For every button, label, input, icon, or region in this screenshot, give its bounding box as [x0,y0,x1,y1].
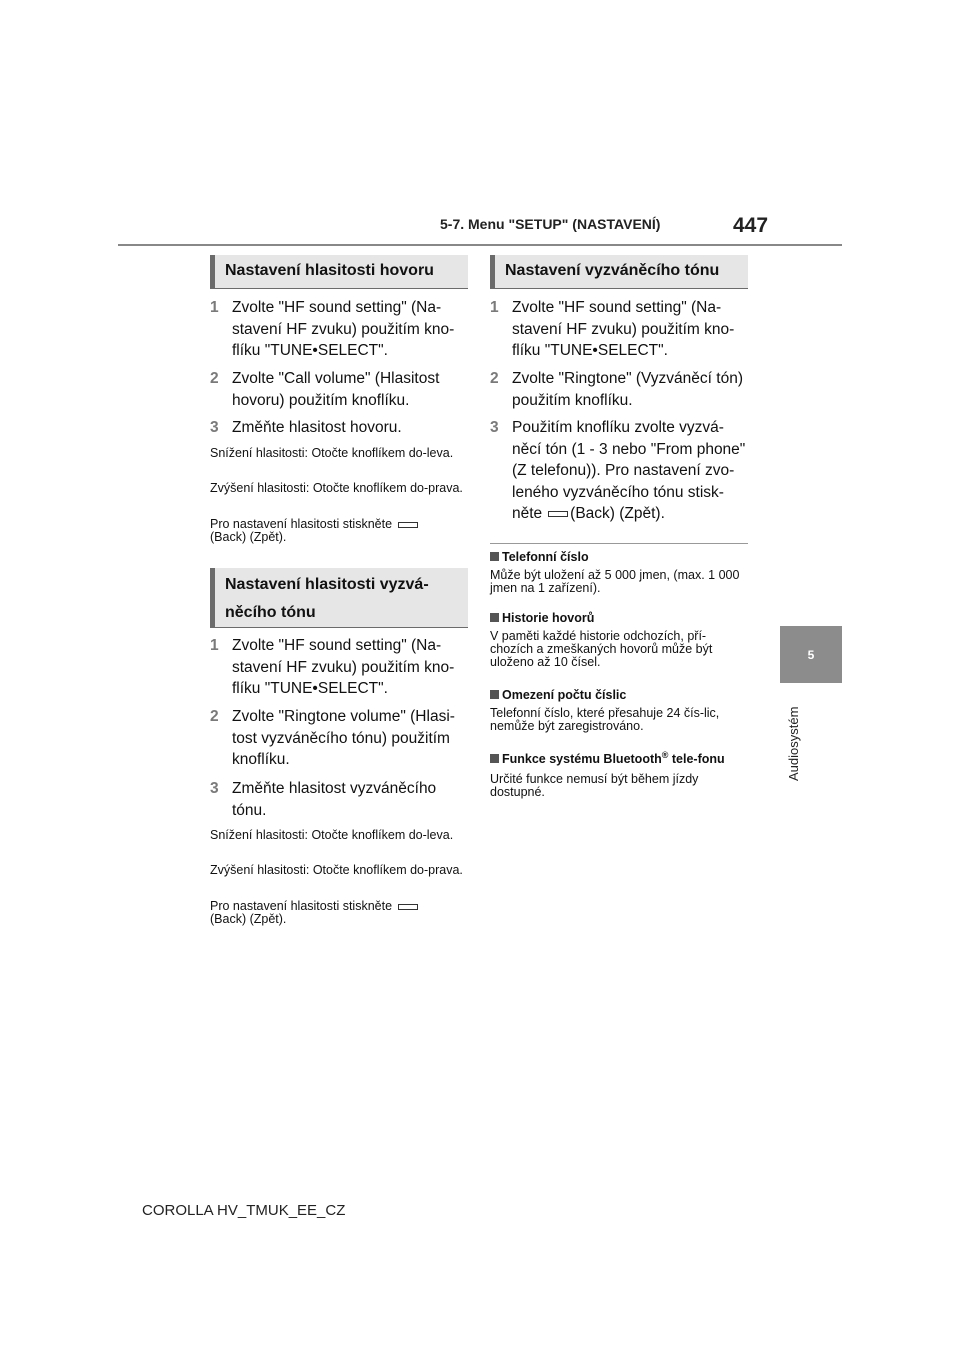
section-title-ringtone: Nastavení vyzváněcího tónu [490,255,748,289]
bullet-square-icon [490,754,499,763]
note-decrease: Snížení hlasitosti: Otočte knoflíkem do-leva. [210,446,454,460]
header-divider [118,244,842,246]
info-telephone-number: Telefonní číslo Může být uložení až 5 000 jmen, (max. 1 000 jmen na 1 zařízení). [490,550,740,595]
step-2: 2 Zvolte "Ringtone volume" (Hlasi-tost vyzváněcího tónu) použitím knoflíku. [210,708,455,768]
note-back: Pro nastavení hlasitosti stiskněte (Back) (Zpět). [210,518,468,544]
info-bluetooth-functions: Funkce systému Bluetooth® tele-fonu Určité funkce nemusí být během jízdy dostupné. [490,750,725,800]
section-header-title: 5-7. Menu "SETUP" (NASTAVENÍ) [440,216,661,232]
bullet-square-icon [490,613,499,622]
step-2: 2 Zvolte "Ringtone" (Vyzváněcí tón) použitím knoflíku. [490,370,743,409]
note-increase: Zvýšení hlasitosti: Otočte knoflíkem do-prava. [210,863,463,877]
bullet-square-icon [490,690,499,699]
step-1: 1 Zvolte "HF sound setting" (Na-stavení HF zvuku) použitím kno-flíku "TUNE•SELECT". [490,299,735,359]
info-call-history: Historie hovorů V paměti každé historie odchozích, pří-chozích a zmeškaných hovorů může být uloženo až 10 čísel. [490,611,713,669]
note-decrease: Snížení hlasitosti: Otočte knoflíkem do-leva. [210,828,454,842]
step-3: 3 Změňte hlasitost hovoru. [210,419,402,436]
bullet-square-icon [490,552,499,561]
page-number: 447 [733,214,769,237]
chapter-tab [780,626,842,683]
info-digit-limit: Omezení počtu číslic Telefonní číslo, které přesahuje 24 čís-lic, nemůže být zaregistrováno. [490,688,720,733]
section-title-call-volume: Nastavení hlasitosti hovoru [210,255,468,289]
step-1: 1 Zvolte "HF sound setting" (Na-stavení HF zvuku) použitím kno-flíku "TUNE•SELECT". [210,299,455,359]
back-button-icon [398,522,418,528]
back-button-icon [398,904,418,910]
info-divider [490,543,748,544]
step-1: 1 Zvolte "HF sound setting" (Na-stavení HF zvuku) použitím kno-flíku "TUNE•SELECT". [210,637,455,697]
step-3: 3 Použitím knoflíku zvolte vyzvá-něcí tón (1 - 3 nebo "From phone" (Z telefonu)). Pro nastavení zvo-leného vyzváněcího tónu stisk-něte (Back) (Zpět). [490,419,746,522]
section-title-ringtone-volume: Nastavení hlasitosti vyzvá- něcího tónu [210,568,468,628]
chapter-label: Audiosystém [786,706,801,781]
back-button-icon [548,511,568,517]
document-code: COROLLA HV_TMUK_EE_CZ [142,1202,346,1219]
note-back: Pro nastavení hlasitosti stiskněte (Back) (Zpět). [210,900,468,926]
chapter-number: 5 [807,647,815,662]
step-3: 3 Změňte hlasitost vyzváněcího tónu. [210,780,437,819]
step-2: 2 Zvolte "Call volume" (Hlasitost hovoru) použitím knoflíku. [210,370,440,409]
note-increase: Zvýšení hlasitosti: Otočte knoflíkem do-prava. [210,481,463,495]
